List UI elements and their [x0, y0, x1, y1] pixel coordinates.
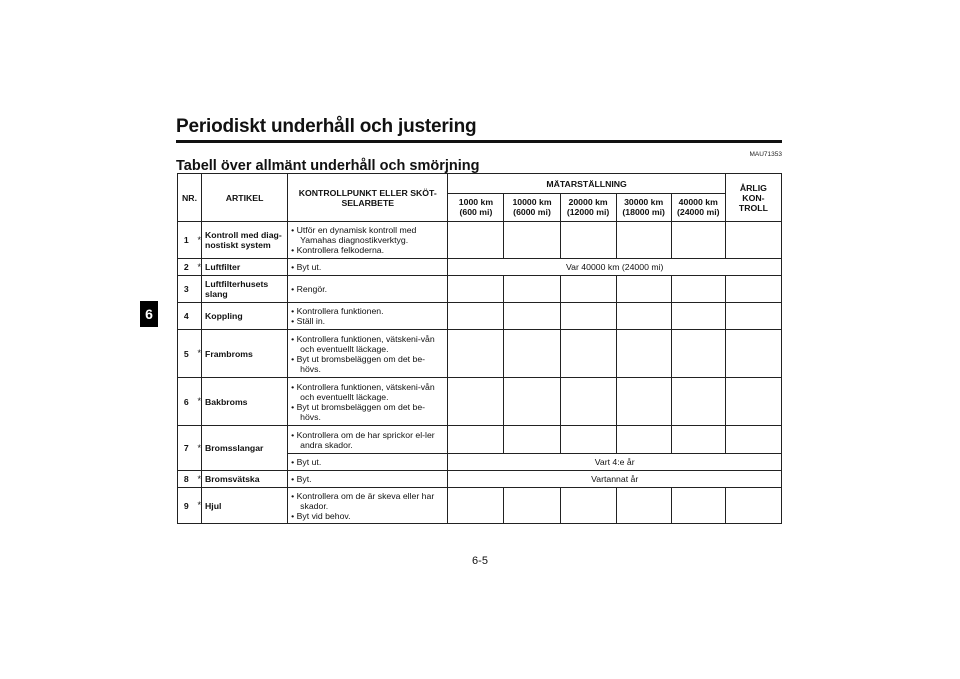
row-number: 3 [178, 276, 195, 303]
row-star: * [195, 471, 202, 488]
bullet: • Utför en dynamisk kontroll med Yamahas diagnostikverktyg. [291, 225, 444, 245]
check-mark [560, 488, 616, 524]
header-interval-4 [616, 194, 671, 222]
row-item: Frambroms [202, 330, 288, 378]
row-item: Luftfilterhusets slang [202, 276, 288, 303]
row-item: Bromsslangar [202, 426, 288, 471]
table-row [178, 378, 782, 426]
row-star: * [195, 222, 202, 259]
row-number: 1 [178, 222, 195, 259]
document-code: MAU71353 [749, 151, 782, 158]
page-header-title: Periodiskt underhåll och justering [176, 116, 477, 137]
row-checkpoint [288, 276, 448, 303]
header-interval-5 [671, 194, 725, 222]
header-nr: NR. [178, 174, 202, 222]
row-star: * [195, 330, 202, 378]
interval-mi: (6000 mi) [513, 206, 551, 217]
row-star [195, 276, 202, 303]
row-star: * [195, 488, 202, 524]
check-mark [560, 426, 616, 454]
check-mark [725, 426, 781, 454]
check-mark [616, 222, 671, 259]
table-row [178, 471, 782, 488]
check-mark [616, 488, 671, 524]
row-item: Kontroll med diag-nostiskt system [202, 222, 288, 259]
row-item: Hjul [202, 488, 288, 524]
check-mark [504, 303, 560, 330]
table-header-row [178, 174, 782, 194]
check-mark [671, 276, 725, 303]
row-checkpoint [288, 471, 448, 488]
interval-span: Var 40000 km (24000 mi) [448, 259, 782, 276]
check-mark [671, 303, 725, 330]
interval-span: Vartannat år [448, 471, 782, 488]
header-interval-2 [504, 194, 560, 222]
header-item: ARTIKEL [202, 174, 288, 222]
row-item: Bakbroms [202, 378, 288, 426]
bullet: • Byt vid behov. [291, 511, 444, 521]
check-mark [671, 222, 725, 259]
row-number: 9 [178, 488, 195, 524]
header-checkpoint: KONTROLLPUNKT ELLER SKÖT-SELARBETE [288, 174, 448, 222]
check-mark [616, 303, 671, 330]
check-mark [504, 222, 560, 259]
row-item: Luftfilter [202, 259, 288, 276]
check-mark [560, 378, 616, 426]
page-number: 6-5 [472, 555, 488, 567]
check-mark [504, 426, 560, 454]
section-title: Tabell över allmänt underhåll och smörjning [176, 158, 480, 174]
maintenance-table [177, 173, 782, 524]
row-star: * [195, 426, 202, 471]
row-checkpoint [288, 426, 448, 454]
row-number: 2 [178, 259, 195, 276]
check-mark [616, 426, 671, 454]
bullet: • Rengör. [291, 284, 444, 294]
row-number: 6 [178, 378, 195, 426]
interval-mi: (24000 mi) [677, 206, 720, 217]
row-number: 8 [178, 471, 195, 488]
interval-mi: (18000 mi) [622, 206, 665, 217]
row-item: Bromsvätska [202, 471, 288, 488]
empty-cell [725, 276, 781, 303]
row-number: 7 [178, 426, 195, 471]
check-mark [671, 488, 725, 524]
chapter-tab: 6 [140, 301, 158, 327]
table-row [178, 330, 782, 378]
interval-mi: (600 mi) [459, 206, 493, 217]
header-odometer: MÄTARSTÄLLNING [448, 174, 725, 194]
header-interval-1 [448, 194, 504, 222]
interval-mi: (12000 mi) [566, 206, 610, 217]
check-mark [560, 303, 616, 330]
check-mark [504, 276, 560, 303]
header-annual-check: ÅRLIG KON-TROLL [725, 174, 781, 222]
row-checkpoint [288, 259, 448, 276]
row-item: Koppling [202, 303, 288, 330]
table-row [178, 426, 782, 454]
bullet: • Byt ut. [291, 457, 444, 467]
empty-cell [725, 303, 781, 330]
check-mark [725, 330, 781, 378]
row-star: * [195, 259, 202, 276]
row-number: 4 [178, 303, 195, 330]
check-mark [504, 330, 560, 378]
table-row [178, 303, 782, 330]
table-row [178, 488, 782, 524]
header-interval-3 [560, 194, 616, 222]
bullet: • Byt ut. [291, 262, 444, 272]
empty-cell [448, 488, 504, 524]
check-mark [448, 276, 504, 303]
empty-cell [725, 488, 781, 524]
bullet: • Byt ut bromsbeläggen om det be-hövs. [291, 402, 444, 422]
row-checkpoint [288, 222, 448, 259]
row-checkpoint [288, 454, 448, 471]
bullet: • Ställ in. [291, 316, 444, 326]
row-checkpoint [288, 330, 448, 378]
interval-km: 40000 km [678, 196, 718, 207]
check-mark [504, 488, 560, 524]
check-mark [671, 426, 725, 454]
bullet: • Byt ut bromsbeläggen om det be-hövs. [291, 354, 444, 374]
check-mark [504, 378, 560, 426]
check-mark [448, 330, 504, 378]
check-mark [725, 222, 781, 259]
check-mark [616, 276, 671, 303]
table-row [178, 222, 782, 259]
row-checkpoint [288, 488, 448, 524]
check-mark [560, 222, 616, 259]
bullet: • Kontrollera om de har sprickor el-ler andra skador. [291, 430, 444, 450]
table-row [178, 276, 782, 303]
interval-km: 1000 km [458, 196, 494, 207]
interval-km: 20000 km [568, 196, 608, 207]
interval-km: 30000 km [624, 196, 664, 207]
table-row [178, 259, 782, 276]
row-star [195, 303, 202, 330]
interval-span: Vart 4:e år [448, 454, 782, 471]
check-mark [448, 222, 504, 259]
check-mark [616, 330, 671, 378]
check-mark [671, 378, 725, 426]
check-mark [560, 276, 616, 303]
interval-km: 10000 km [512, 196, 552, 207]
bullet: • Byt. [291, 474, 444, 484]
check-mark [560, 330, 616, 378]
row-number: 5 [178, 330, 195, 378]
bullet: • Kontrollera om de är skeva eller har skador. [291, 491, 444, 511]
row-checkpoint [288, 303, 448, 330]
check-mark [616, 378, 671, 426]
check-mark [671, 330, 725, 378]
bullet: • Kontrollera felkoderna. [291, 245, 444, 255]
check-mark [448, 303, 504, 330]
bullet: • Kontrollera funktionen. [291, 306, 444, 316]
check-mark [725, 378, 781, 426]
check-mark [448, 378, 504, 426]
bullet: • Kontrollera funktionen, vätskeni-vån och eventuellt läckage. [291, 382, 444, 402]
bullet: • Kontrollera funktionen, vätskeni-vån och eventuellt läckage. [291, 334, 444, 354]
header-rule [176, 140, 782, 143]
row-star: * [195, 378, 202, 426]
row-checkpoint [288, 378, 448, 426]
empty-cell [448, 426, 504, 454]
